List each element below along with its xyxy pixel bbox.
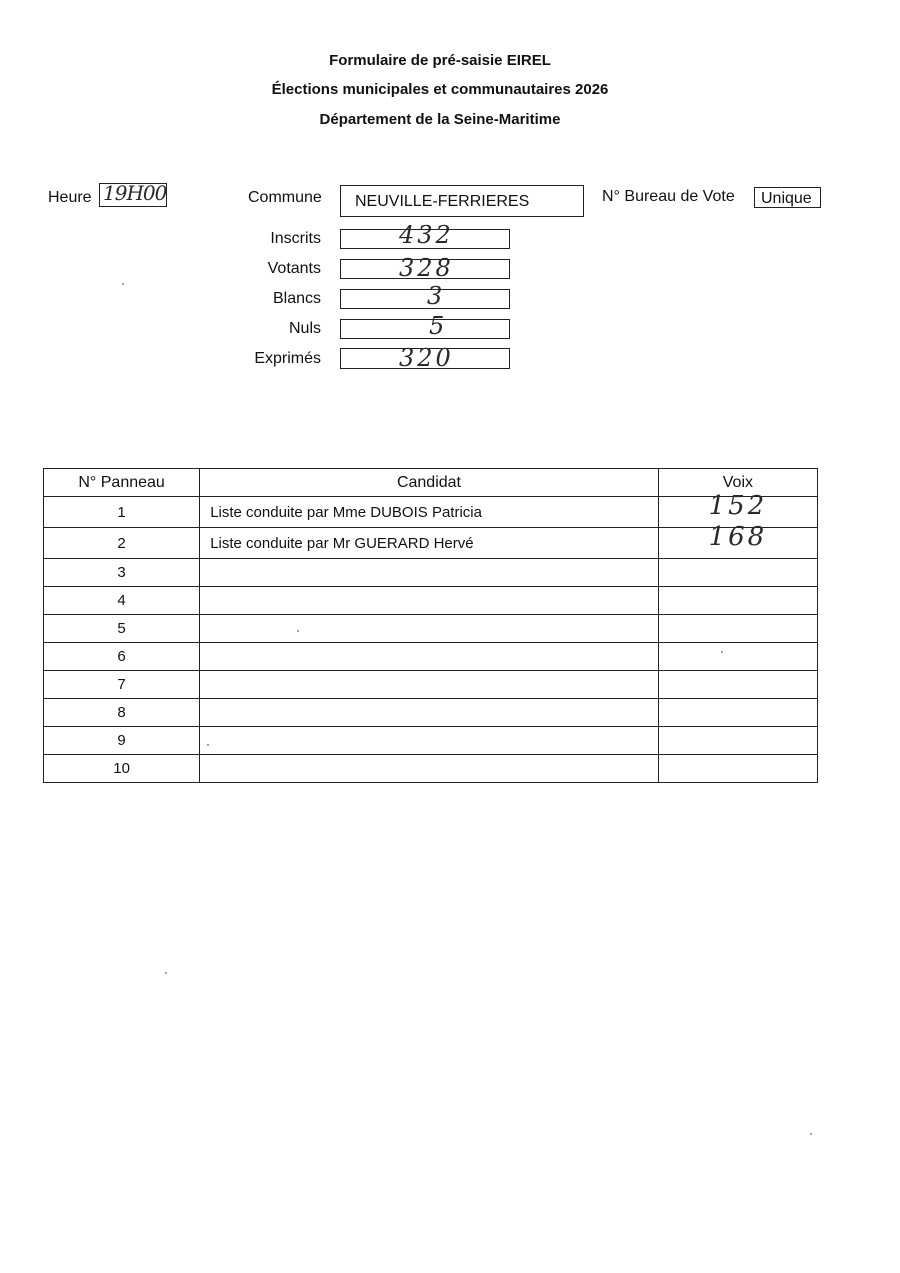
panneau-cell: 10 (44, 755, 200, 783)
votants-value: 328 (399, 254, 454, 282)
voix-cell[interactable] (658, 755, 817, 783)
voix-value: 168 (708, 522, 768, 552)
table-row (44, 643, 818, 671)
panneau-cell: 9 (44, 727, 200, 755)
scan-speck (721, 651, 723, 653)
nuls-value: 5 (429, 312, 445, 340)
voix-cell[interactable] (658, 727, 817, 755)
header-candidat: Candidat (200, 469, 659, 497)
form-title: Formulaire de pré-saisie EIREL (329, 52, 551, 69)
header-panneau: N° Panneau (44, 469, 200, 497)
table-row (44, 528, 818, 559)
candidat-cell[interactable] (200, 559, 659, 587)
department-title: Département de la Seine-Maritime (319, 111, 561, 128)
commune-value: NEUVILLE-FERRIERES (355, 193, 530, 210)
heure-value: 19H00 (103, 181, 167, 205)
inscrits-label: Inscrits (270, 230, 321, 247)
voix-cell[interactable] (658, 643, 817, 671)
bureau-label: N° Bureau de Vote (602, 188, 735, 205)
panneau-cell: 1 (44, 497, 200, 528)
exprimes-value: 320 (399, 344, 454, 372)
candidat-cell[interactable] (200, 755, 659, 783)
scan-speck (297, 630, 299, 632)
heure-field[interactable] (99, 183, 167, 207)
commune-label: Commune (248, 189, 322, 206)
panneau-cell: 5 (44, 615, 200, 643)
candidat-cell[interactable] (200, 671, 659, 699)
blancs-field[interactable] (340, 282, 510, 310)
exprimes-label: Exprimés (254, 350, 321, 367)
table-row (44, 755, 818, 783)
blancs-label: Blancs (272, 290, 321, 307)
inscrits-value: 432 (399, 221, 454, 249)
candidat-cell[interactable] (200, 699, 659, 727)
table-row (44, 559, 818, 587)
panneau-cell: 3 (44, 559, 200, 587)
panneau-cell: 2 (44, 528, 200, 559)
panneau-cell: 7 (44, 671, 200, 699)
voix-cell[interactable] (658, 587, 817, 615)
heure-label: Heure (48, 189, 92, 206)
bureau-field[interactable] (754, 187, 821, 208)
nuls-field[interactable] (340, 312, 510, 340)
voix-cell[interactable] (658, 615, 817, 643)
table-row (44, 727, 818, 755)
table-row (44, 671, 818, 699)
nuls-label: Nuls (288, 320, 321, 337)
candidat-cell[interactable] (200, 587, 659, 615)
voix-cell[interactable] (658, 699, 817, 727)
results-table (43, 468, 818, 783)
bureau-value: Unique (761, 190, 812, 207)
blancs-value: 3 (427, 282, 443, 310)
exprimes-field[interactable] (340, 344, 510, 372)
voix-cell[interactable] (658, 559, 817, 587)
candidat-cell[interactable] (200, 643, 659, 671)
table-row (44, 497, 818, 528)
votants-field[interactable] (340, 254, 510, 282)
candidat-cell[interactable] (200, 615, 659, 643)
voix-cell[interactable] (658, 671, 817, 699)
table-header-row (44, 469, 818, 497)
table-row (44, 699, 818, 727)
candidat-cell[interactable] (200, 727, 659, 755)
commune-field[interactable] (340, 185, 584, 217)
panneau-cell: 6 (44, 643, 200, 671)
candidat-cell[interactable]: Liste conduite par Mme DUBOIS Patricia (200, 497, 659, 528)
votants-label: Votants (267, 260, 321, 277)
panneau-cell: 4 (44, 587, 200, 615)
scan-speck (207, 744, 209, 746)
header-voix: Voix (658, 469, 817, 497)
panneau-cell: 8 (44, 699, 200, 727)
table-row (44, 587, 818, 615)
inscrits-field[interactable] (340, 221, 510, 249)
table-row (44, 615, 818, 643)
voix-cell[interactable] (658, 522, 817, 559)
scan-speck (810, 1133, 812, 1135)
election-title: Élections municipales et communautaires 2026 (271, 81, 609, 98)
candidat-cell[interactable]: Liste conduite par Mr GUERARD Hervé (200, 528, 659, 559)
scan-speck (165, 972, 167, 974)
scan-speck (122, 283, 124, 285)
voix-value: 152 (708, 491, 768, 521)
